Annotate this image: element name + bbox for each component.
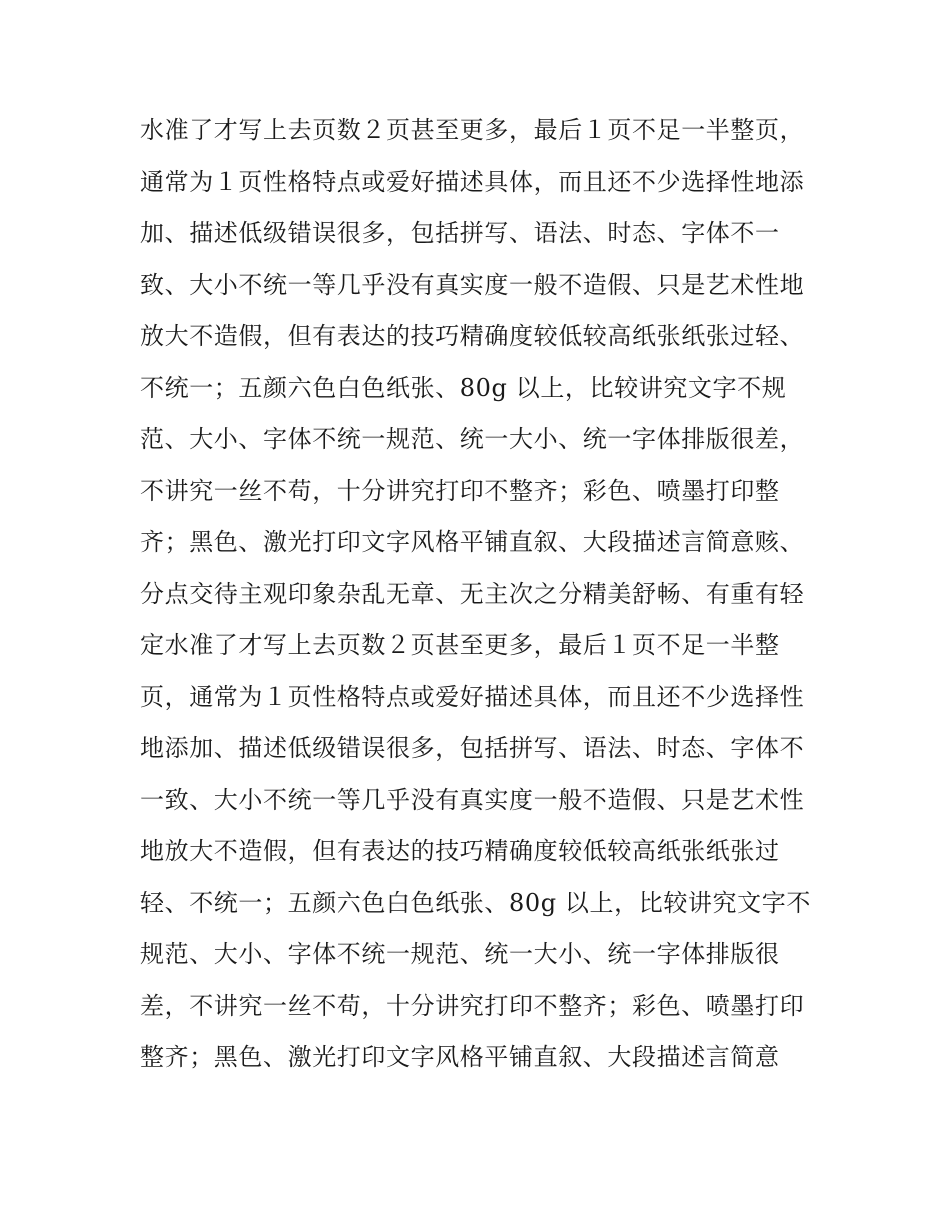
text-line: 地添加、描述低级错误很多，包括拼写、语法、时态、字体不 — [140, 734, 805, 762]
text-line: 页，通常为１页性格特点或爱好描述具体，而且还不少选择性 — [140, 682, 805, 711]
text-line: 一致、大小不统一等几乎没有真实度一般不造假、只是艺术性 — [140, 785, 805, 814]
text-line: 分点交待主观印象杂乱无章、无主次之分精美舒畅、有重有轻 — [140, 579, 805, 608]
text-line: 整齐；黑色、激光打印文字风格平铺直叙、大段描述言简意 — [140, 1043, 780, 1071]
body-text — [140, 105, 820, 1084]
text-line: 轻、不统一；五颜六色白色纸张、80g 以上，比较讲究文字不 — [140, 888, 811, 917]
text-line: 水准了才写上去页数２页甚至更多，最后１页不足一半整页， — [140, 116, 805, 144]
text-line: 定水准了才写上去页数２页甚至更多，最后１页不足一半整 — [140, 631, 780, 659]
text-line: 齐；黑色、激光打印文字风格平铺直叙、大段描述言简意赅、 — [140, 528, 805, 556]
text-line: 不统一；五颜六色白色纸张、80g 以上，比较讲究文字不规 — [140, 373, 787, 402]
text-line: 通常为１页性格特点或爱好描述具体，而且还不少选择性地添 — [140, 167, 805, 196]
text-line: 致、大小不统一等几乎没有真实度一般不造假、只是艺术性地 — [140, 270, 805, 299]
text-line: 加、描述低级错误很多，包括拼写、语法、时态、字体不一 — [140, 219, 780, 247]
text-line: 差，不讲究一丝不苟，十分讲究打印不整齐；彩色、喷墨打印 — [140, 991, 805, 1020]
text-line: 放大不造假，但有表达的技巧精确度较低较高纸张纸张过轻、 — [140, 322, 805, 350]
text-line: 规范、大小、字体不统一规范、统一大小、统一字体排版很 — [140, 940, 780, 968]
text-line: 范、大小、字体不统一规范、统一大小、统一字体排版很差， — [140, 425, 805, 453]
text-line: 地放大不造假，但有表达的技巧精确度较低较高纸张纸张过 — [140, 837, 780, 865]
text-line: 不讲究一丝不苟，十分讲究打印不整齐；彩色、喷墨打印整 — [140, 476, 780, 505]
